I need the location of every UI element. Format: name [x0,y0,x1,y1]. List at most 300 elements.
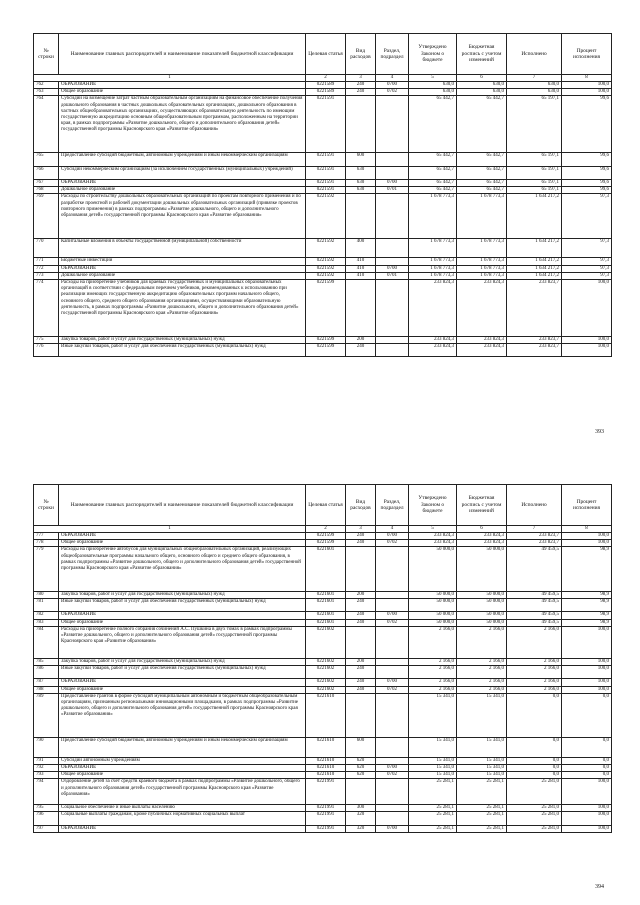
column-header: Раздел, подраздел [376,34,409,75]
row-name: ОБРАЗОВАНИЕ [59,825,306,832]
approved-amount: 50 000,0 [409,619,457,626]
expense-type: 240 [346,599,376,612]
plan-amount: 2 166,0 [457,626,507,658]
section-code [376,279,409,336]
row-number: 783 [34,619,59,626]
expense-type: 200 [346,658,376,665]
execution-percent: 100,0 [562,658,612,665]
column-header: Процент исполнения [562,485,612,526]
execution-percent: 100,0 [562,666,612,679]
target-article: 0221599 [306,533,346,540]
table-row [34,693,612,737]
row-name: Иные закупки товаров, работ и услуг для обеспечения государственных (муниципальных) нужд [59,666,306,679]
row-number: 787 [34,679,59,686]
row-number: 771 [34,258,59,265]
target-article: 0221592 [306,238,346,258]
execution-percent: 98,9 [562,612,612,619]
row-name: Иные закупки товаров, работ и услуг для обеспечения государственных (муниципальных) нужд [59,343,306,356]
expense-type [346,96,376,153]
executed-amount: 1 634 217,2 [507,238,562,258]
row-number: 766 [34,166,59,179]
header-row [34,34,612,75]
approved-amount: 25 281,1 [409,779,457,805]
section-code [376,336,409,343]
approved-amount: 15 341,0 [409,693,457,737]
column-number: 8 [562,526,612,533]
approved-amount: 1 678 773,3 [409,194,457,238]
column-number: 1 [34,526,306,533]
approved-amount: 50 000,0 [409,612,457,619]
expense-type: 620 [346,772,376,779]
column-number-row [34,526,612,533]
target-article: 0221610 [306,772,346,779]
plan-amount: 15 341,0 [457,738,507,758]
execution-percent: 100,0 [562,89,612,96]
table-row [34,258,612,265]
target-article: 0221991 [306,812,346,825]
table-body [34,533,612,833]
row-name: Расходы на приобретение автобусов для муниципальных общеобразовательных организаций, реализующих общеобразовательные программы начального общего, основного общего и среднего общего образования, в рамках подпрограммы «Развитие дошкольного, общего и дополнительного образования детей» государственной программы Красноярского края «Развитие образования» [59,547,306,591]
row-name: Предоставление субсидий бюджетным, автономным учреждениям и иным некоммерческим организациям [59,153,306,166]
row-number: 795 [34,805,59,812]
target-article: 0221991 [306,779,346,805]
section-code [376,343,409,356]
target-article: 0221602 [306,626,346,658]
expense-type: 630 [346,187,376,194]
approved-amount: 15 341,0 [409,738,457,758]
table-row [34,238,612,258]
row-name: Расходы на приобретение учебников для краевых государственных и муниципальных образовательных организаций в соответствии с федеральным перечнем учебников, рекомендованных к использованию при реализации имеющих государственную аккредитацию образовательных программ начального общего, основного общего, среднего общего образования организациями, осуществляющими образовательную деятельность, в рамках подпрограммы «Развитие дошкольного, общего и дополнительного образования детей» государственной программы Красноярского края «Развитие образования» [59,279,306,336]
approved-amount: 2 166,0 [409,658,457,665]
target-article: 0221599 [306,540,346,547]
executed-amount: 49 459,5 [507,547,562,591]
table-row [34,540,612,547]
column-number: 6 [457,75,507,82]
plan-amount: 1 678 773,3 [457,238,507,258]
approved-amount: 65 442,7 [409,187,457,194]
section-code: 0700 [376,265,409,272]
table-row [34,96,612,153]
target-article: 0221591 [306,166,346,179]
target-article: 0221610 [306,757,346,764]
approved-amount: 233 824,3 [409,343,457,356]
executed-amount: 49 459,5 [507,591,562,598]
expense-type: 600 [346,738,376,758]
row-number: 778 [34,540,59,547]
row-name: Общее образование [59,540,306,547]
expense-type: 410 [346,258,376,265]
plan-amount: 65 442,7 [457,187,507,194]
target-article: 0221610 [306,764,346,771]
section-code: 0702 [376,540,409,547]
plan-amount: 25 281,1 [457,779,507,805]
executed-amount: 2 166,0 [507,626,562,658]
approved-amount: 630,0 [409,82,457,89]
target-article: 0221592 [306,258,346,265]
executed-amount: 2 166,0 [507,658,562,665]
row-name: Дошкольное образование [59,272,306,279]
table-row [34,686,612,693]
approved-amount: 2 166,0 [409,626,457,658]
section-code [376,591,409,598]
row-name: Общее образование [59,772,306,779]
target-article: 0221599 [306,336,346,343]
row-number: 780 [34,591,59,598]
plan-amount: 2 166,0 [457,679,507,686]
table-row [34,272,612,279]
target-article: 0221592 [306,194,346,238]
row-name: ОБРАЗОВАНИЕ [59,679,306,686]
row-number: 781 [34,599,59,612]
section-code: 0700 [376,679,409,686]
section-code: 0701 [376,187,409,194]
column-number: 2 [306,75,346,82]
executed-amount: 2 166,0 [507,686,562,693]
executed-amount: 0,0 [507,764,562,771]
plan-amount: 1 678 773,3 [457,272,507,279]
executed-amount: 233 823,7 [507,343,562,356]
execution-percent: 100,0 [562,812,612,825]
row-name: Дошкольное образование [59,187,306,194]
column-number: 7 [507,526,562,533]
execution-percent: 98,9 [562,619,612,626]
row-number: 794 [34,779,59,805]
target-article: 0221601 [306,619,346,626]
section-code [376,812,409,825]
approved-amount: 2 166,0 [409,679,457,686]
executed-amount: 233 823,7 [507,540,562,547]
expense-type: 240 [346,666,376,679]
executed-amount: 630,0 [507,82,562,89]
section-code: 0701 [376,272,409,279]
column-number: 8 [562,75,612,82]
row-number: 785 [34,658,59,665]
plan-amount: 25 281,1 [457,812,507,825]
row-number: 792 [34,764,59,771]
executed-amount: 0,0 [507,693,562,737]
row-name: ОБРАЗОВАНИЕ [59,612,306,619]
target-article: 0221599 [306,279,346,336]
row-number: 777 [34,533,59,540]
table-row [34,626,612,658]
execution-percent: 100,0 [562,336,612,343]
section-code [376,194,409,238]
execution-percent: 0,0 [562,693,612,737]
executed-amount: 2 166,0 [507,679,562,686]
plan-amount: 25 281,1 [457,805,507,812]
executed-amount: 25 281,0 [507,779,562,805]
executed-amount: 49 459,5 [507,619,562,626]
target-article: 0221602 [306,658,346,665]
section-code: 0700 [376,764,409,771]
section-code [376,153,409,166]
table-row [34,658,612,665]
expense-type: 240 [346,89,376,96]
row-name: Субсидии автономным учреждениям [59,757,306,764]
approved-amount: 25 281,1 [409,805,457,812]
table-row [34,187,612,194]
approved-amount: 50 000,0 [409,547,457,591]
executed-amount: 233 823,7 [507,533,562,540]
row-number: 786 [34,666,59,679]
table-row [34,343,612,356]
table-row [34,666,612,679]
plan-amount: 233 824,3 [457,540,507,547]
expense-type: 240 [346,82,376,89]
section-code [376,738,409,758]
approved-amount: 1 678 773,3 [409,272,457,279]
plan-amount: 65 442,7 [457,96,507,153]
section-code [376,258,409,265]
execution-percent: 99,6 [562,166,612,179]
page-number: 393 [595,429,604,435]
plan-amount: 233 824,3 [457,279,507,336]
table-row [34,757,612,764]
executed-amount: 0,0 [507,738,562,758]
row-number: 776 [34,343,59,356]
expense-type: 320 [346,825,376,832]
row-name: Субсидии некоммерческим организациям (за исключением государственных (муниципальных) учреждений) [59,166,306,179]
section-code: 0702 [376,772,409,779]
approved-amount: 1 678 773,3 [409,258,457,265]
execution-percent: 0,0 [562,772,612,779]
expense-type: 240 [346,679,376,686]
section-code: 0700 [376,179,409,186]
row-number: 769 [34,194,59,238]
expense-type [346,693,376,737]
plan-amount: 2 166,0 [457,666,507,679]
target-article: 0221591 [306,153,346,166]
section-code: 0702 [376,619,409,626]
section-code [376,693,409,737]
expense-type [346,279,376,336]
table-row [34,89,612,96]
section-code [376,166,409,179]
executed-amount: 49 459,5 [507,599,562,612]
row-number: 779 [34,547,59,591]
expense-type: 240 [346,619,376,626]
execution-percent: 100,0 [562,279,612,336]
table-row [34,738,612,758]
table-row [34,166,612,179]
row-number: 764 [34,96,59,153]
plan-amount: 50 000,0 [457,547,507,591]
plan-amount: 15 341,0 [457,757,507,764]
plan-amount: 233 824,3 [457,533,507,540]
table-row [34,825,612,832]
target-article: 0221991 [306,825,346,832]
expense-type: 320 [346,812,376,825]
row-name: Закупка товаров, работ и услуг для государственных (муниципальных) нужд [59,336,306,343]
target-article: 0221591 [306,179,346,186]
row-name: Предоставление грантов в форме субсидий муниципальным автономным и бюджетным общеобразовательным организациям, признанным региональными инновационными площадками, в рамках подпрограммы «Развитие дошкольного, общего и дополнительного образования детей» государственной программы Красноярского края «Развитие образования» [59,693,306,737]
plan-amount: 630,0 [457,82,507,89]
row-name: ОБРАЗОВАНИЕ [59,764,306,771]
expense-type: 240 [346,686,376,693]
column-number: 6 [457,526,507,533]
row-name: Социальные выплаты гражданам, кроме публичных нормативных социальных выплат [59,812,306,825]
column-number: 3 [346,75,376,82]
execution-percent: 100,0 [562,82,612,89]
row-number: 770 [34,238,59,258]
target-article: 0221601 [306,591,346,598]
executed-amount: 630,0 [507,89,562,96]
row-name: Закупка товаров, работ и услуг для государственных (муниципальных) нужд [59,658,306,665]
row-name: Бюджетные инвестиции [59,258,306,265]
approved-amount: 233 824,3 [409,336,457,343]
execution-percent: 100,0 [562,805,612,812]
expense-type [346,626,376,658]
row-number: 763 [34,89,59,96]
row-number: 789 [34,693,59,737]
row-name: ОБРАЗОВАНИЕ [59,533,306,540]
execution-percent: 97,3 [562,265,612,272]
executed-amount: 0,0 [507,757,562,764]
expense-type: 620 [346,764,376,771]
column-number: 7 [507,75,562,82]
table-row [34,153,612,166]
execution-percent: 0,0 [562,764,612,771]
target-article: 0221602 [306,679,346,686]
row-name: Расходы по строительству дошкольных образовательных организаций по проектам повторного применения и по разработке проектной и рабочей документации дошкольных образовательных организаций (привязке проектов повторного применения) в рамках подпрограммы «Развитие дошкольного, общего и дополнительного образования детей» государственной программы Красноярского края «Развитие образования» [59,194,306,238]
execution-percent: 100,0 [562,825,612,832]
plan-amount: 25 281,1 [457,825,507,832]
approved-amount: 630,0 [409,89,457,96]
plan-amount: 65 442,7 [457,179,507,186]
expense-type [346,779,376,805]
plan-amount: 630,0 [457,89,507,96]
column-header: Процент исполнения [562,34,612,75]
column-header: Раздел, подраздел [376,485,409,526]
target-article: 0221592 [306,272,346,279]
table-header [34,34,612,82]
execution-percent: 99,6 [562,153,612,166]
column-number: 2 [306,526,346,533]
row-number: 797 [34,825,59,832]
column-number: 3 [346,526,376,533]
approved-amount: 15 341,0 [409,764,457,771]
target-article: 0221601 [306,599,346,612]
expense-type: 630 [346,166,376,179]
execution-percent: 100,0 [562,540,612,547]
executed-amount: 1 634 217,2 [507,272,562,279]
row-number: 793 [34,772,59,779]
plan-amount: 15 341,0 [457,693,507,737]
executed-amount: 25 281,0 [507,825,562,832]
header-row [34,485,612,526]
expense-type: 300 [346,805,376,812]
executed-amount: 65 197,1 [507,187,562,194]
expense-type: 620 [346,757,376,764]
table-row [34,194,612,238]
target-article: 0221592 [306,265,346,272]
section-code [376,805,409,812]
executed-amount: 2 166,0 [507,666,562,679]
table-row [34,336,612,343]
section-code [376,626,409,658]
approved-amount: 65 442,7 [409,96,457,153]
executed-amount: 1 634 217,2 [507,265,562,272]
executed-amount: 0,0 [507,772,562,779]
executed-amount: 65 197,1 [507,166,562,179]
row-number: 788 [34,686,59,693]
row-name: Общее образование [59,619,306,626]
expense-type: 200 [346,336,376,343]
row-number: 782 [34,612,59,619]
execution-percent: 100,0 [562,343,612,356]
column-header: № строки [34,485,59,526]
executed-amount: 25 281,0 [507,805,562,812]
expense-type: 240 [346,343,376,356]
target-article: 0221602 [306,686,346,693]
row-number: 784 [34,626,59,658]
row-name: ОБРАЗОВАНИЕ [59,265,306,272]
target-article: 0221610 [306,693,346,737]
expense-type: 240 [346,533,376,540]
row-name: ОБРАЗОВАНИЕ [59,82,306,89]
table-header [34,485,612,533]
row-name: Иные закупки товаров, работ и услуг для обеспечения государственных (муниципальных) нужд [59,599,306,612]
table-row [34,805,612,812]
row-name: Субсидии на возмещение затрат частным образовательным организациям на финансовое обеспечение получения дошкольного образования в частных дошкольных образовательных организациях, дошкольного образования в частных общеобразовательных организациях, осуществляющих образовательную деятельность по имеющим государственную аккредитацию основным общеобразовательным программам, расположенным на территории края, в рамках подпрограммы «Развитие дошкольного, общего и дополнительного образования детей» государственной программы Красноярского края «Развитие образования» [59,96,306,153]
column-header: Утверждено Законом о бюджете [409,485,457,526]
table-row [34,812,612,825]
plan-amount: 233 824,3 [457,336,507,343]
executed-amount: 1 634 217,2 [507,194,562,238]
target-article: 0221601 [306,547,346,591]
column-header: Исполнено [507,485,562,526]
report-page-2 [0,452,640,905]
executed-amount: 233 823,7 [507,279,562,336]
section-code: 0700 [376,533,409,540]
column-header: Исполнено [507,34,562,75]
expense-type [346,194,376,238]
approved-amount: 1 678 773,3 [409,238,457,258]
target-article: 0221601 [306,612,346,619]
column-header: Бюджетная роспись с учетом изменений [457,485,507,526]
execution-percent: 100,0 [562,533,612,540]
page-number: 394 [595,884,604,890]
row-name: ОБРАЗОВАНИЕ [59,179,306,186]
executed-amount: 233 823,7 [507,336,562,343]
section-code [376,547,409,591]
row-name: Общее образование [59,686,306,693]
column-header: Вид расходов [346,485,376,526]
plan-amount: 50 000,0 [457,612,507,619]
column-header: Целевая статья [306,34,346,75]
plan-amount: 1 678 773,3 [457,265,507,272]
table-row [34,82,612,89]
target-article: 0221991 [306,805,346,812]
column-header: Бюджетная роспись с учетом изменений [457,34,507,75]
row-name: Общее образование [59,89,306,96]
plan-amount: 50 000,0 [457,599,507,612]
plan-amount: 1 678 773,3 [457,194,507,238]
row-number: 775 [34,336,59,343]
target-article: 0221602 [306,666,346,679]
table-row [34,772,612,779]
table-row [34,779,612,805]
executed-amount: 49 459,5 [507,612,562,619]
section-code [376,779,409,805]
column-header: Вид расходов [346,34,376,75]
row-name: Предоставление субсидий бюджетным, автономным учреждениям и иным некоммерческим организациям [59,738,306,758]
table-row [34,179,612,186]
section-code: 0700 [376,612,409,619]
expense-type: 410 [346,272,376,279]
target-article: 0221591 [306,96,346,153]
approved-amount: 233 824,3 [409,279,457,336]
